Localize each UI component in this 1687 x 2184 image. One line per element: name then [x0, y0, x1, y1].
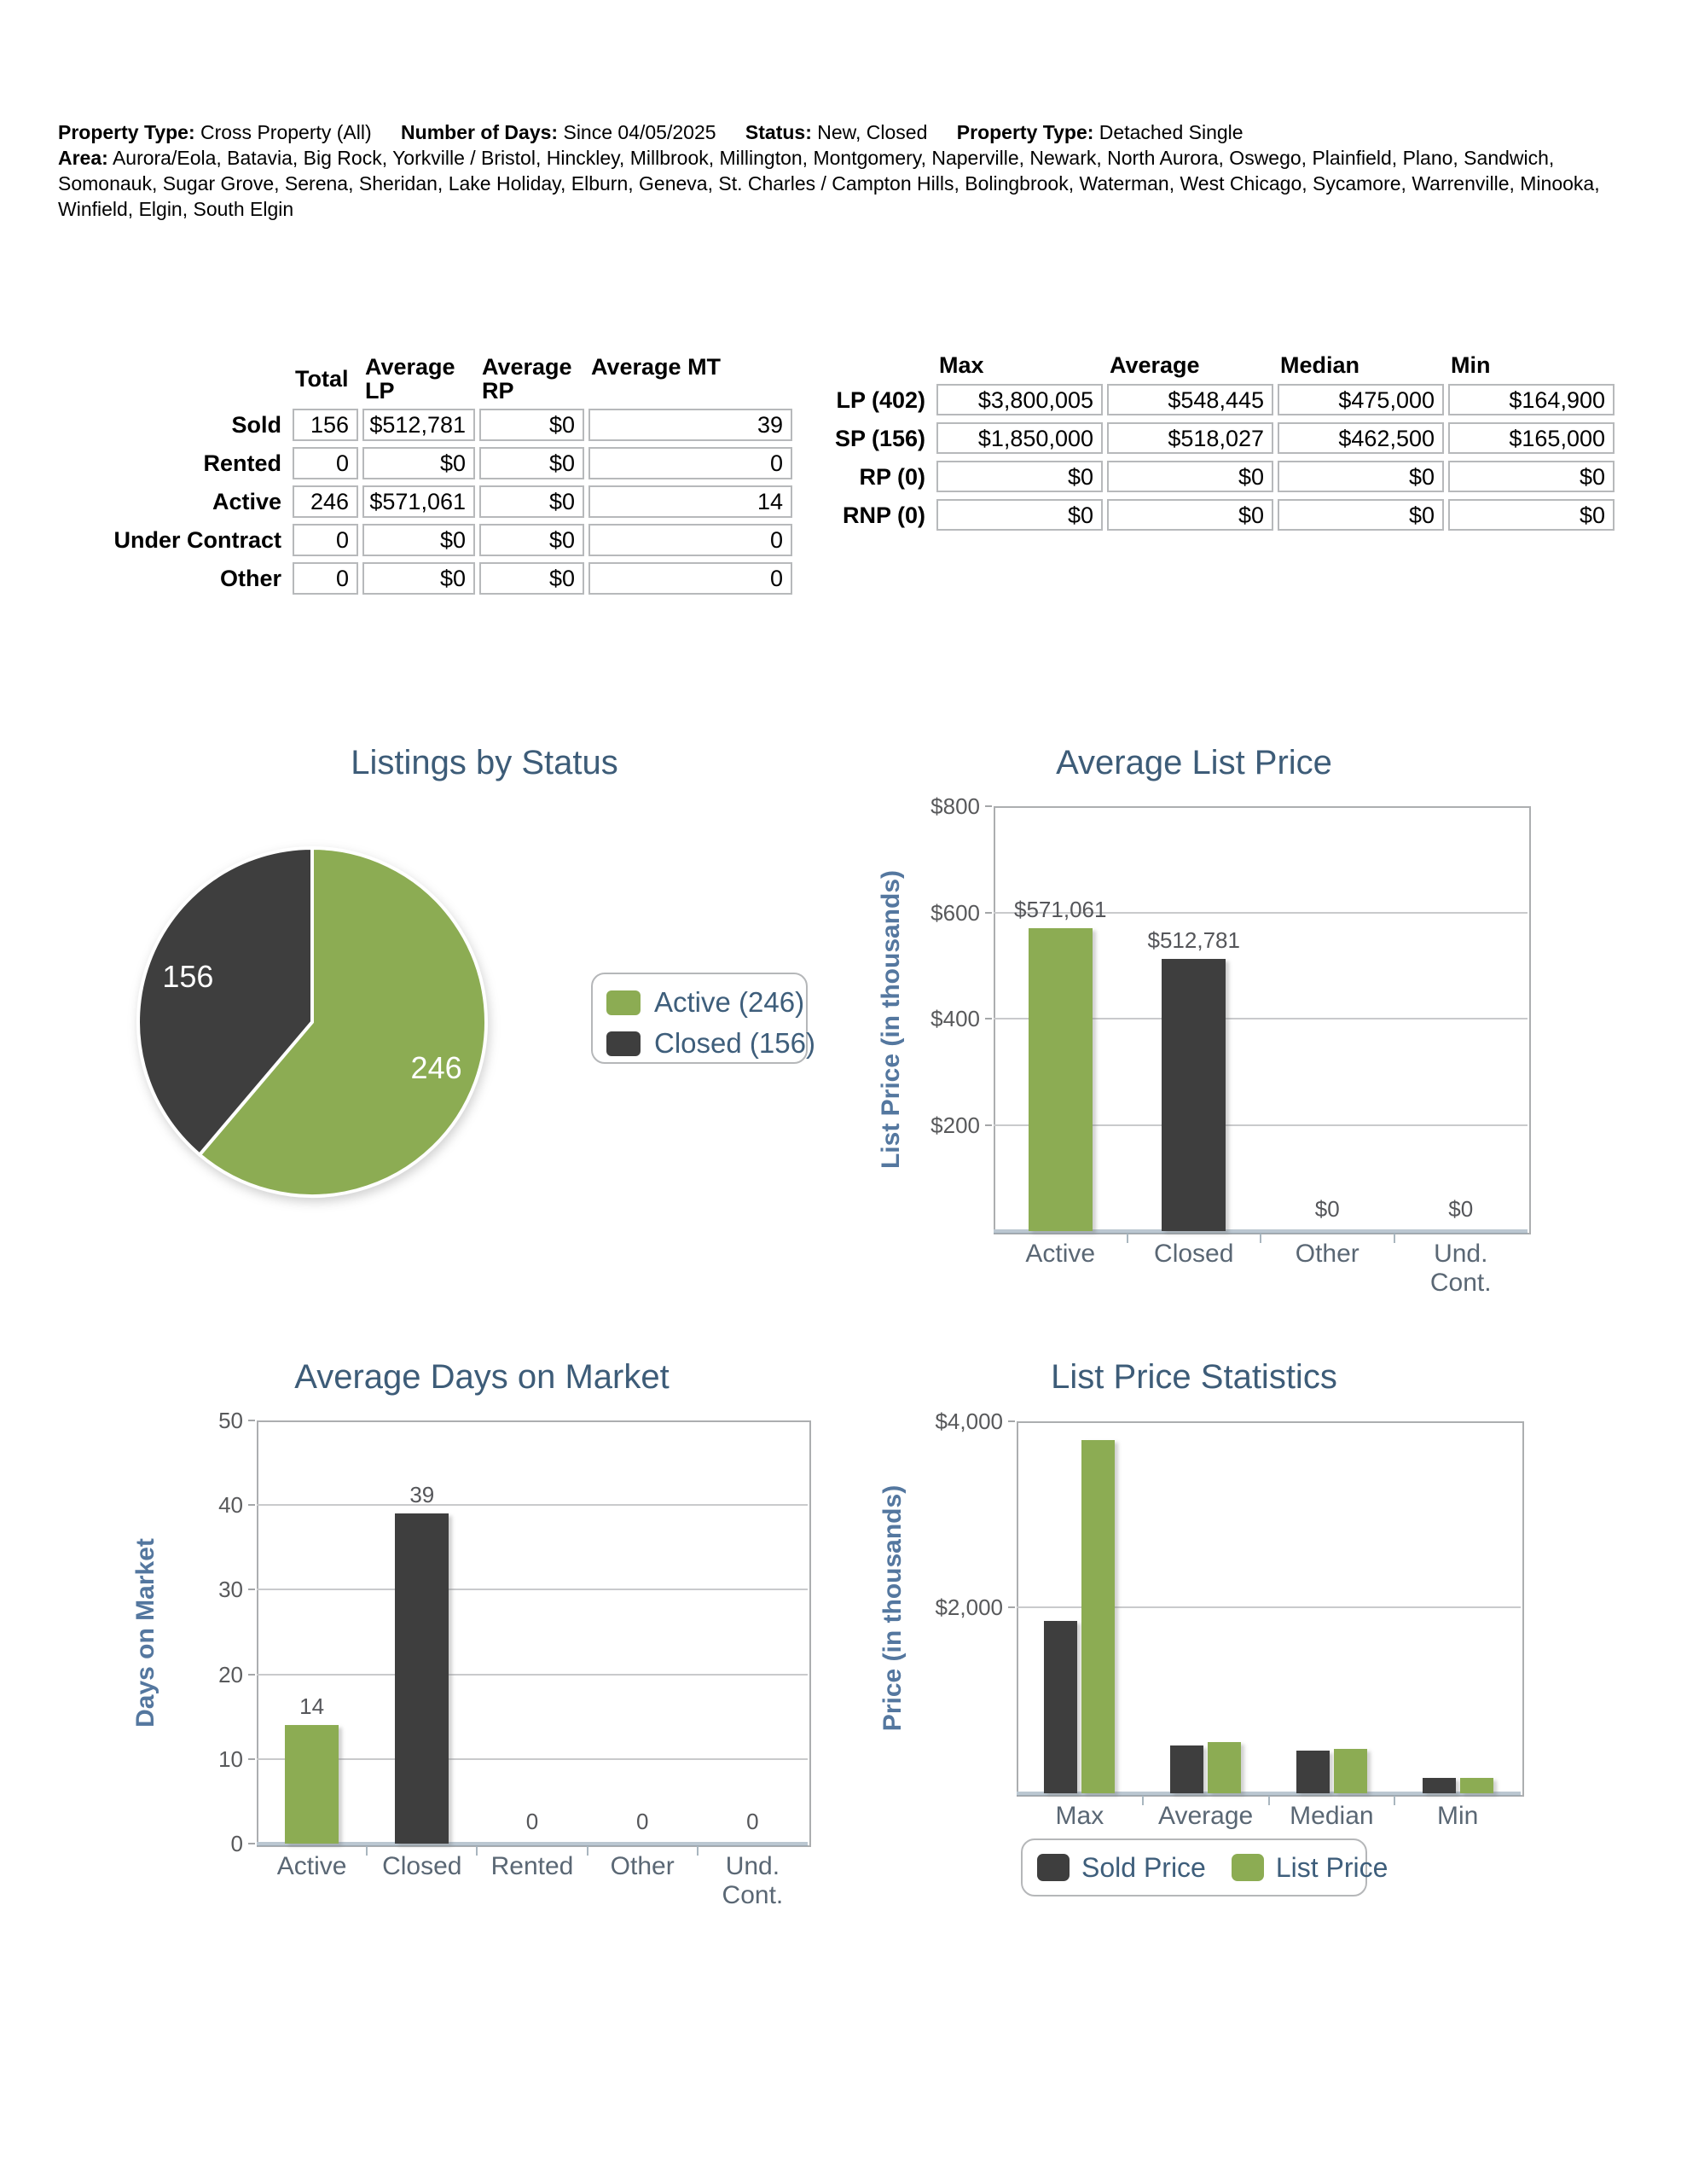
y-tick-mark: [1008, 1606, 1015, 1608]
y-axis-title-list-price: List Price (in thousands): [877, 869, 905, 1170]
y-tick-label: 20: [218, 1661, 243, 1687]
criteria-label: Property Type:: [956, 121, 1094, 143]
pie-slice-value-active: 246: [410, 1049, 462, 1085]
x-category-label: Und. Cont.: [1429, 1240, 1492, 1297]
x-tick-mark: [1127, 1233, 1128, 1243]
x-category-label: Other: [1295, 1240, 1359, 1268]
list-price-statistics-title: List Price Statistics: [1051, 1358, 1337, 1396]
x-tick-mark: [1394, 1233, 1395, 1243]
bar-list-price-average: [1208, 1742, 1241, 1793]
table-cell: 0: [293, 524, 358, 556]
criteria-value: Cross Property (All): [200, 121, 372, 143]
y-axis-title-price: Price (in thousands): [878, 1484, 907, 1732]
bar-value-label: 0: [635, 1809, 649, 1834]
table-cell: 0: [293, 562, 358, 595]
bar-closed: [1162, 959, 1226, 1231]
table-cell: $0: [362, 562, 475, 595]
y-tick-label: $2,000: [935, 1594, 1003, 1620]
y-tick-mark: [248, 1420, 255, 1421]
column-header-median: Median: [1280, 352, 1360, 378]
bar-sold-price-median: [1296, 1751, 1330, 1793]
area-label: Area:: [58, 147, 108, 169]
column-header-min: Min: [1451, 352, 1491, 378]
bar-active: [1029, 928, 1093, 1231]
table-cell: $0: [936, 461, 1103, 492]
bar-sold-price-average: [1170, 1745, 1203, 1793]
y-tick-mark: [248, 1589, 255, 1590]
bar-value-label: $512,781: [1147, 926, 1240, 953]
table-cell: 0: [588, 524, 792, 556]
table-cell: $0: [1278, 461, 1444, 492]
row-label-sp: SP (156): [834, 426, 925, 451]
gridline: [257, 1758, 808, 1760]
y-tick-mark: [985, 1124, 992, 1126]
table-cell: $462,500: [1278, 422, 1444, 454]
bar-sold-price-max: [1044, 1621, 1077, 1793]
row-label-active: Active: [212, 489, 281, 514]
bar-value-label: 0: [525, 1809, 539, 1834]
x-tick-mark: [1142, 1795, 1144, 1805]
x-category-label: Active: [276, 1852, 347, 1880]
y-tick-mark: [985, 805, 992, 807]
bar-list-price-median: [1334, 1749, 1367, 1793]
y-tick-label: $400: [930, 1006, 980, 1031]
table-cell: $165,000: [1448, 422, 1615, 454]
column-header-average: Average: [1110, 352, 1200, 378]
criteria-label: Property Type:: [58, 121, 195, 143]
y-tick-mark: [1008, 1420, 1015, 1422]
pie-chart-title: Listings by Status: [351, 744, 618, 781]
bar-value-label: 0: [746, 1809, 759, 1834]
table-cell: $0: [362, 524, 475, 556]
y-tick-label: 40: [218, 1492, 243, 1519]
table-cell: 14: [588, 485, 792, 518]
list-price-statistics-legend: [1021, 1838, 1388, 1896]
table-cell: $475,000: [1278, 384, 1444, 415]
y-tick-label: $800: [930, 793, 980, 819]
criteria-label: Status:: [745, 121, 812, 143]
table-cell: $512,781: [362, 409, 475, 441]
x-tick-mark: [1268, 1795, 1270, 1805]
sold-price-swatch-icon: [1037, 1854, 1070, 1881]
column-header-average-mt: Average MT: [591, 354, 722, 380]
row-label-sold: Sold: [231, 412, 281, 438]
criteria-value: New, Closed: [817, 121, 928, 143]
pie-slice-value-closed: 156: [162, 959, 214, 995]
table-cell: 156: [293, 409, 358, 441]
table-cell: 0: [588, 562, 792, 595]
row-label-under-contract: Under Contract: [113, 527, 281, 553]
x-category-label: Closed: [382, 1852, 462, 1880]
plot-area: [257, 1420, 811, 1847]
average-list-price-title: Average List Price: [1056, 744, 1332, 781]
average-days-on-market-title: Average Days on Market: [294, 1358, 670, 1396]
table-cell: $0: [1107, 461, 1273, 492]
column-header-average-rp: Average RP: [482, 354, 572, 404]
table-cell: $548,445: [1107, 384, 1273, 415]
table-cell: $0: [479, 409, 584, 441]
row-label-other: Other: [219, 566, 281, 591]
bar-value-label: $0: [1448, 1196, 1474, 1222]
column-header-average-lp: Average LP: [365, 354, 455, 404]
table-cell: 0: [588, 447, 792, 479]
row-label-rp: RP (0): [859, 464, 925, 490]
criteria-value: Since 04/05/2025: [563, 121, 716, 143]
table-cell: $0: [362, 447, 475, 479]
row-label-rented: Rented: [203, 450, 281, 476]
bar-value-label: 39: [409, 1482, 435, 1508]
table-cell: 39: [588, 409, 792, 441]
y-tick-label: $600: [930, 899, 980, 926]
x-category-label: Min: [1436, 1802, 1479, 1830]
criteria-label: Number of Days:: [401, 121, 559, 143]
table-cell: $164,900: [1448, 384, 1615, 415]
x-category-label: Other: [610, 1852, 675, 1880]
table-cell: 0: [293, 447, 358, 479]
y-tick-label: 30: [218, 1577, 243, 1603]
table-cell: $518,027: [1107, 422, 1273, 454]
y-tick-mark: [248, 1843, 255, 1844]
x-tick-mark: [1394, 1795, 1395, 1805]
y-tick-mark: [248, 1504, 255, 1506]
legend-label: List Price: [1275, 1851, 1388, 1883]
table-cell: $0: [1448, 461, 1615, 492]
row-label-rnp: RNP (0): [842, 502, 925, 528]
x-category-label: Average: [1158, 1802, 1254, 1830]
legend-label: Sold Price: [1081, 1851, 1206, 1883]
y-tick-label: 50: [218, 1408, 243, 1433]
x-category-label: Median: [1290, 1802, 1374, 1830]
x-category-label: Active: [1025, 1240, 1096, 1268]
y-tick-mark: [248, 1674, 255, 1676]
y-tick-label: 0: [230, 1831, 243, 1856]
list-price-swatch-icon: [1232, 1854, 1264, 1881]
table-cell: $0: [479, 485, 584, 518]
legend-label: Closed (156): [654, 1027, 815, 1059]
y-tick-label: 10: [218, 1745, 243, 1772]
area-value: Aurora/Eola, Batavia, Big Rock, Yorkville / Bristol, Hinckley, Millbrook, Millington, Montgomery, Naperville, Newark, North Aurora, Oswego, Plainfield, Plano, Sandwich, Somonauk, Sugar Grove, Serena, Sheridan, Lake Holiday, Elburn, Geneva, St. Charles / Campton Hills, Bolingbrook, Waterman, West Chicago, Sycamore, Warrenville, Minooka, Winfield, Elgin, South Elgin: [58, 147, 1600, 220]
x-tick-mark: [1260, 1233, 1261, 1243]
row-label-lp: LP (402): [836, 387, 925, 413]
y-tick-mark: [248, 1758, 255, 1760]
table-cell: $0: [479, 447, 584, 479]
bar-value-label: $0: [1314, 1196, 1340, 1222]
legend-label: Active (246): [654, 986, 805, 1018]
table-cell: $3,800,005: [936, 384, 1103, 415]
gridline: [257, 1504, 808, 1506]
y-axis-title-days-on-market: Days on Market: [131, 1538, 159, 1728]
gridline: [257, 1674, 808, 1676]
x-category-label: Rented: [490, 1852, 574, 1880]
x-category-label: Und. Cont.: [722, 1852, 784, 1909]
x-axis-line: [257, 1842, 808, 1846]
bar-list-price-max: [1081, 1440, 1115, 1793]
bar-active: [285, 1725, 339, 1844]
table-cell: 246: [293, 485, 358, 518]
bar-sold-price-min: [1423, 1778, 1456, 1793]
y-tick-label: $4,000: [935, 1409, 1003, 1434]
table-cell: $571,061: [362, 485, 475, 518]
criteria-value: Detached Single: [1099, 121, 1244, 143]
table-cell: $0: [936, 499, 1103, 531]
table-cell: $0: [479, 524, 584, 556]
bar-value-label: $571,061: [1014, 896, 1107, 922]
x-category-label: Max: [1055, 1802, 1104, 1830]
table-cell: $0: [1107, 499, 1273, 531]
bar-closed: [395, 1513, 449, 1844]
table-cell: $0: [1278, 499, 1444, 531]
y-tick-mark: [985, 1018, 992, 1019]
x-category-label: Closed: [1154, 1240, 1234, 1268]
bar-value-label: 14: [299, 1693, 325, 1720]
column-header-max: Max: [939, 352, 984, 378]
table-cell: $0: [1448, 499, 1615, 531]
gridline: [257, 1589, 808, 1590]
column-header-total: Total: [295, 366, 349, 392]
table-cell: $1,850,000: [936, 422, 1103, 454]
y-tick-label: $200: [930, 1112, 980, 1138]
bar-list-price-min: [1460, 1778, 1493, 1793]
table-cell: $0: [479, 562, 584, 595]
